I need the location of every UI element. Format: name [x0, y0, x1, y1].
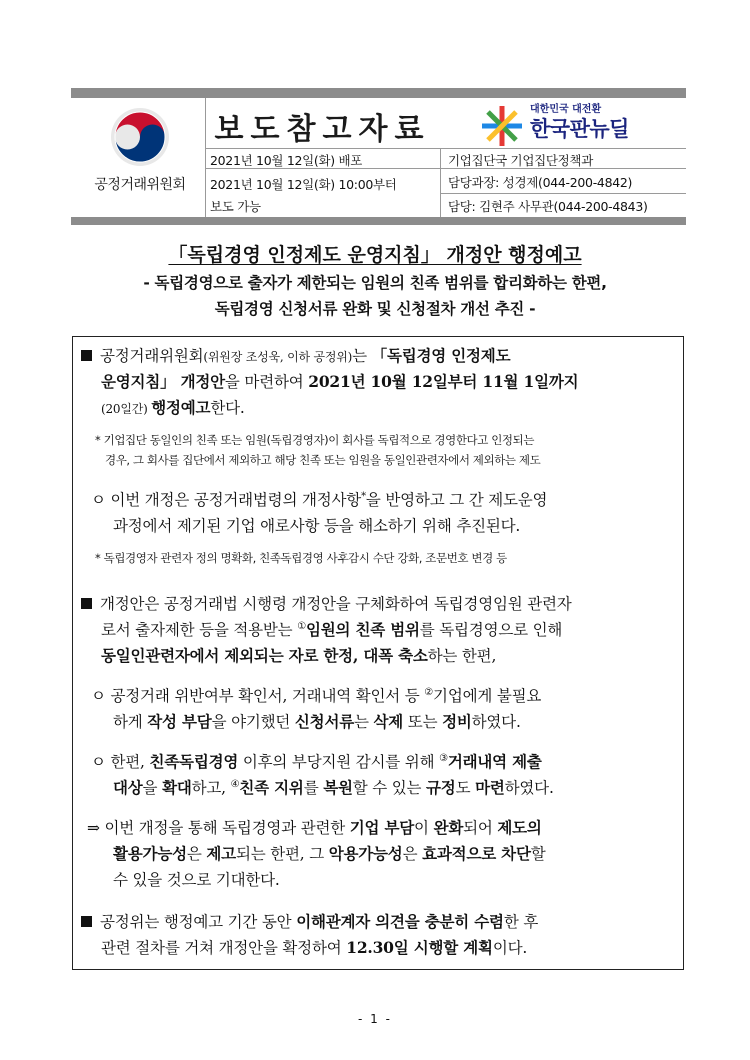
- para-3-line-1: 개정안은 공정거래법 시행령 개정안을 구체화하여 독립경영임원 관련자: [81, 592, 572, 614]
- distribution-date: 2021년 10월 12일(화) 배포: [210, 153, 363, 168]
- embargo-note: 보도 가능: [210, 199, 261, 214]
- para-2-line-1: ㅇ 이번 개정은 공정거래법령의 개정사항*을 반영하고 그 간 제도운영: [91, 490, 548, 509]
- new-deal-name: 한국판뉴딜: [530, 117, 629, 141]
- org-name: 공정거래위원회: [94, 177, 186, 193]
- content-box: [72, 336, 684, 970]
- para-7-line-1: 공정위는 행정예고 기간 동안 이해관계자 의견을 충분히 수렴한 후: [81, 910, 538, 932]
- taegeuk-emblem-icon: [109, 106, 171, 168]
- para-4-line-2: 하게 작성 부담을 야기했던 신청서류는 삭제 또는 정비하였다.: [113, 712, 521, 731]
- meta-rule: [205, 148, 686, 149]
- para-6-line-2: 활용가능성은 제고되는 한편, 그 악용가능성은 효과적으로 차단할: [113, 844, 546, 863]
- para-5-line-1: ㅇ 한편, 친족독립경영 이후의 부당지원 감시를 위해 ③거래내역 제출: [91, 752, 542, 771]
- subtitle-line-2: 독립경영 신청서류 완화 및 신청절차 개선 추진 -: [214, 300, 536, 318]
- embargo-time: 2021년 10월 12일(화) 10:00부터: [210, 177, 397, 192]
- para-1-line-2: 운영지침」 개정안을 마련하여 2021년 10월 12일부터 11월 1일까지: [101, 372, 579, 391]
- ftc-logo: [75, 98, 205, 217]
- department: 기업집단국 기업집단정책과: [448, 153, 593, 168]
- para-1-line-1: 공정거래위원회(위원장 조성욱, 이하 공정위)는 「독립경영 인정제도: [81, 344, 510, 366]
- square-bullet-icon: [81, 598, 92, 609]
- page-title: 「독립경영 인정제도 운영지침」 개정안 행정예고: [168, 244, 582, 266]
- para-1-line-3: (20일간) 행정예고한다.: [101, 398, 245, 417]
- header-top-bar: [71, 88, 686, 98]
- meta-rule: [440, 193, 686, 194]
- para-2-line-2: 과정에서 제기된 기업 애로사항 등을 해소하기 위해 추진된다.: [113, 517, 521, 535]
- para-3-line-2: 로서 출자제한 등을 적용받는 ①임원의 친족 범위를 독립경영으로 인해: [101, 620, 563, 639]
- korean-new-deal-logo: [480, 100, 680, 148]
- square-bullet-icon: [81, 916, 92, 927]
- square-bullet-icon: [81, 350, 92, 361]
- note-2: * 독립경영자 관련자 정의 명확화, 친족독립경영 사후감시 수단 강화, 조문번호 변경 등: [95, 551, 507, 565]
- header-bottom-bar: [71, 217, 686, 225]
- page-number: - 1 -: [358, 1012, 392, 1026]
- para-6-line-3: 수 있을 것으로 기대한다.: [113, 871, 280, 889]
- note-1-line-1: * 기업집단 동일인의 친족 또는 임원(독립경영자)이 회사를 독립적으로 경영한다고 인정되는: [95, 433, 535, 447]
- para-5-line-2: 대상을 확대하고, ④친족 지위를 복원할 수 있는 규정도 마련하였다.: [113, 778, 554, 797]
- para-7-line-2: 관련 절차를 거쳐 개정안을 확정하여 12.30일 시행할 계획이다.: [101, 938, 528, 957]
- para-4-line-1: ㅇ 공정거래 위반여부 확인서, 거래내역 확인서 등 ②기업에게 불필요: [91, 686, 542, 705]
- manager-contact: 담당과장: 성경제(044-200-4842): [448, 175, 633, 190]
- officer-contact: 담당: 김현주 사무관(044-200-4843): [448, 199, 648, 214]
- doc-type-title: 보도참고자료: [214, 112, 431, 147]
- para-6-line-1: ⇒ 이번 개정을 통해 독립경영과 관련한 기업 부담이 완화되어 제도의: [87, 818, 542, 837]
- new-deal-star-icon: [480, 104, 524, 148]
- new-deal-tagline: 대한민국 대전환: [530, 104, 602, 115]
- para-3-line-3: 동일인관련자에서 제외되는 자로 한정, 대폭 축소하는 한편,: [101, 646, 497, 665]
- note-1-line-2: 경우, 그 회사를 집단에서 제외하고 해당 친족 또는 임원을 동일인관련자에서 제외하는 제도: [105, 453, 541, 467]
- meta-divider: [440, 148, 441, 217]
- subtitle-line-1: - 독립경영으로 출자가 제한되는 임원의 친족 범위를 합리화하는 한편,: [143, 274, 607, 292]
